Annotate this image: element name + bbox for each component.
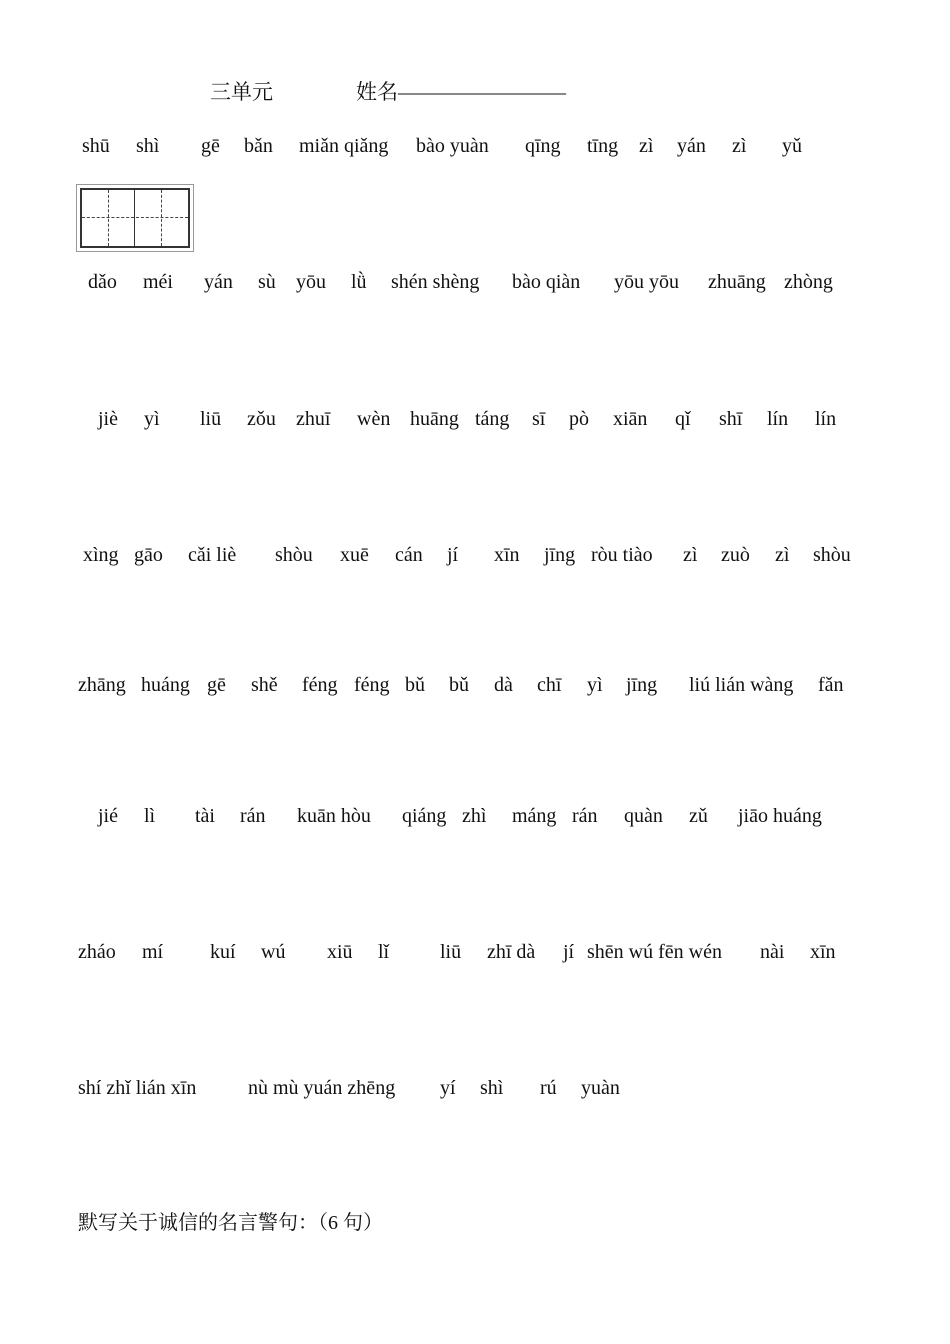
unit-title: 三单元 [210,80,273,104]
pinyin-word: nài [760,941,785,963]
pinyin-word: méi [143,271,173,293]
pinyin-word: zhì [462,805,487,827]
pinyin-word: dà [494,674,513,696]
pinyin-word: quàn [624,805,663,827]
pinyin-word: shě [251,674,278,696]
pinyin-word: tài [195,805,215,827]
pinyin-word: zhāng [78,674,126,696]
pinyin-word: kuān hòu [297,805,371,827]
pinyin-word: shòu [275,544,313,566]
pinyin-word: nù mù yuán zhēng [248,1077,396,1099]
pinyin-word: sī [532,408,546,430]
instruction-text: 默写关于诚信的名言警句：（6 句） [78,1212,383,1234]
pinyin-word: liū [440,941,462,963]
pinyin-word: xīn [494,544,520,566]
pinyin-word: jiāo huáng [738,805,822,827]
pinyin-word: féng [354,674,390,696]
pinyin-word: qīng [525,135,561,157]
pinyin-word: qǐ [675,408,691,430]
name-label: 姓名———————— [356,80,566,104]
pinyin-word: shòu [813,544,851,566]
pinyin-word: rú [540,1077,557,1099]
pinyin-word: zì [639,135,654,157]
pinyin-word: rán [572,805,598,827]
pinyin-word: yí [440,1077,456,1099]
pinyin-word: bǔ [405,674,425,696]
pinyin-word: lín [767,408,789,430]
pinyin-word: máng [512,805,557,827]
pinyin-word: lǜ [351,271,367,293]
pinyin-word: shén shèng [391,271,480,293]
pinyin-word: zuò [721,544,750,566]
pinyin-word: yōu yōu [614,271,679,293]
writing-grid [76,184,194,252]
pinyin-word: zǒu [247,408,276,430]
pinyin-word: chī [537,674,562,696]
pinyin-word: xìng [83,544,119,566]
pinyin-word: jīng [626,674,658,696]
pinyin-word: miǎn qiǎng [299,135,389,157]
pinyin-word: fǎn [818,674,844,696]
pinyin-word: huáng [141,674,190,696]
pinyin-word: bào qiàn [512,271,581,293]
pinyin-word: féng [302,674,338,696]
pinyin-word: yán [204,271,233,293]
pinyin-word: liū [200,408,222,430]
pinyin-word: cǎi liè [188,544,237,566]
pinyin-word: wèn [357,408,391,430]
pinyin-word: xīn [810,941,836,963]
pinyin-word: yì [587,674,603,696]
pinyin-word: zì [732,135,747,157]
pinyin-word: zhuāng [708,271,766,293]
pinyin-word: lǐ [378,941,390,963]
pinyin-word: shēn wú fēn wén [587,941,722,963]
pinyin-word: bào yuàn [416,135,489,157]
pinyin-word: cán [395,544,423,566]
pinyin-word: yán [677,135,706,157]
pinyin-word: zháo [78,941,116,963]
pinyin-word: kuí [210,941,236,963]
pinyin-word: zhòng [784,271,833,293]
pinyin-word: zì [775,544,790,566]
pinyin-word: yì [144,408,160,430]
pinyin-word: lì [144,805,156,827]
pinyin-word: xuē [340,544,369,566]
pinyin-word: lín [815,408,837,430]
pinyin-word: shí zhǐ lián xīn [78,1077,197,1099]
pinyin-word: táng [475,408,510,430]
pinyin-word: rán [240,805,266,827]
pinyin-word: tīng [587,135,619,157]
pinyin-word: jí [447,544,459,566]
pinyin-word: pò [569,408,589,430]
pinyin-word: shì [136,135,160,157]
pinyin-word: jié [98,805,118,827]
pinyin-word: jiè [98,408,118,430]
pinyin-word: yuàn [581,1077,620,1099]
pinyin-word: xiū [327,941,353,963]
pinyin-word: gāo [134,544,163,566]
pinyin-word: jīng [544,544,576,566]
pinyin-word: shì [480,1077,504,1099]
pinyin-word: shī [719,408,743,430]
pinyin-word: zǔ [689,805,708,827]
pinyin-word: xiān [613,408,648,430]
pinyin-word: gē [207,674,226,696]
pinyin-word: ròu tiào [591,544,653,566]
pinyin-word: yōu [296,271,326,293]
pinyin-word: bǔ [449,674,469,696]
pinyin-word: liú lián wàng [689,674,794,696]
pinyin-word: shū [82,135,110,157]
pinyin-word: dǎo [88,271,117,293]
pinyin-word: jí [563,941,575,963]
pinyin-word: huāng [410,408,459,430]
pinyin-word: gē [201,135,220,157]
pinyin-word: bǎn [244,135,273,157]
pinyin-word: sù [258,271,276,293]
pinyin-word: zhuī [296,408,331,430]
pinyin-word: qiáng [402,805,447,827]
pinyin-word: yǔ [782,135,802,157]
pinyin-word: mí [142,941,164,963]
pinyin-word: zhī dà [487,941,536,963]
pinyin-word: zì [683,544,698,566]
pinyin-word: wú [261,941,286,963]
